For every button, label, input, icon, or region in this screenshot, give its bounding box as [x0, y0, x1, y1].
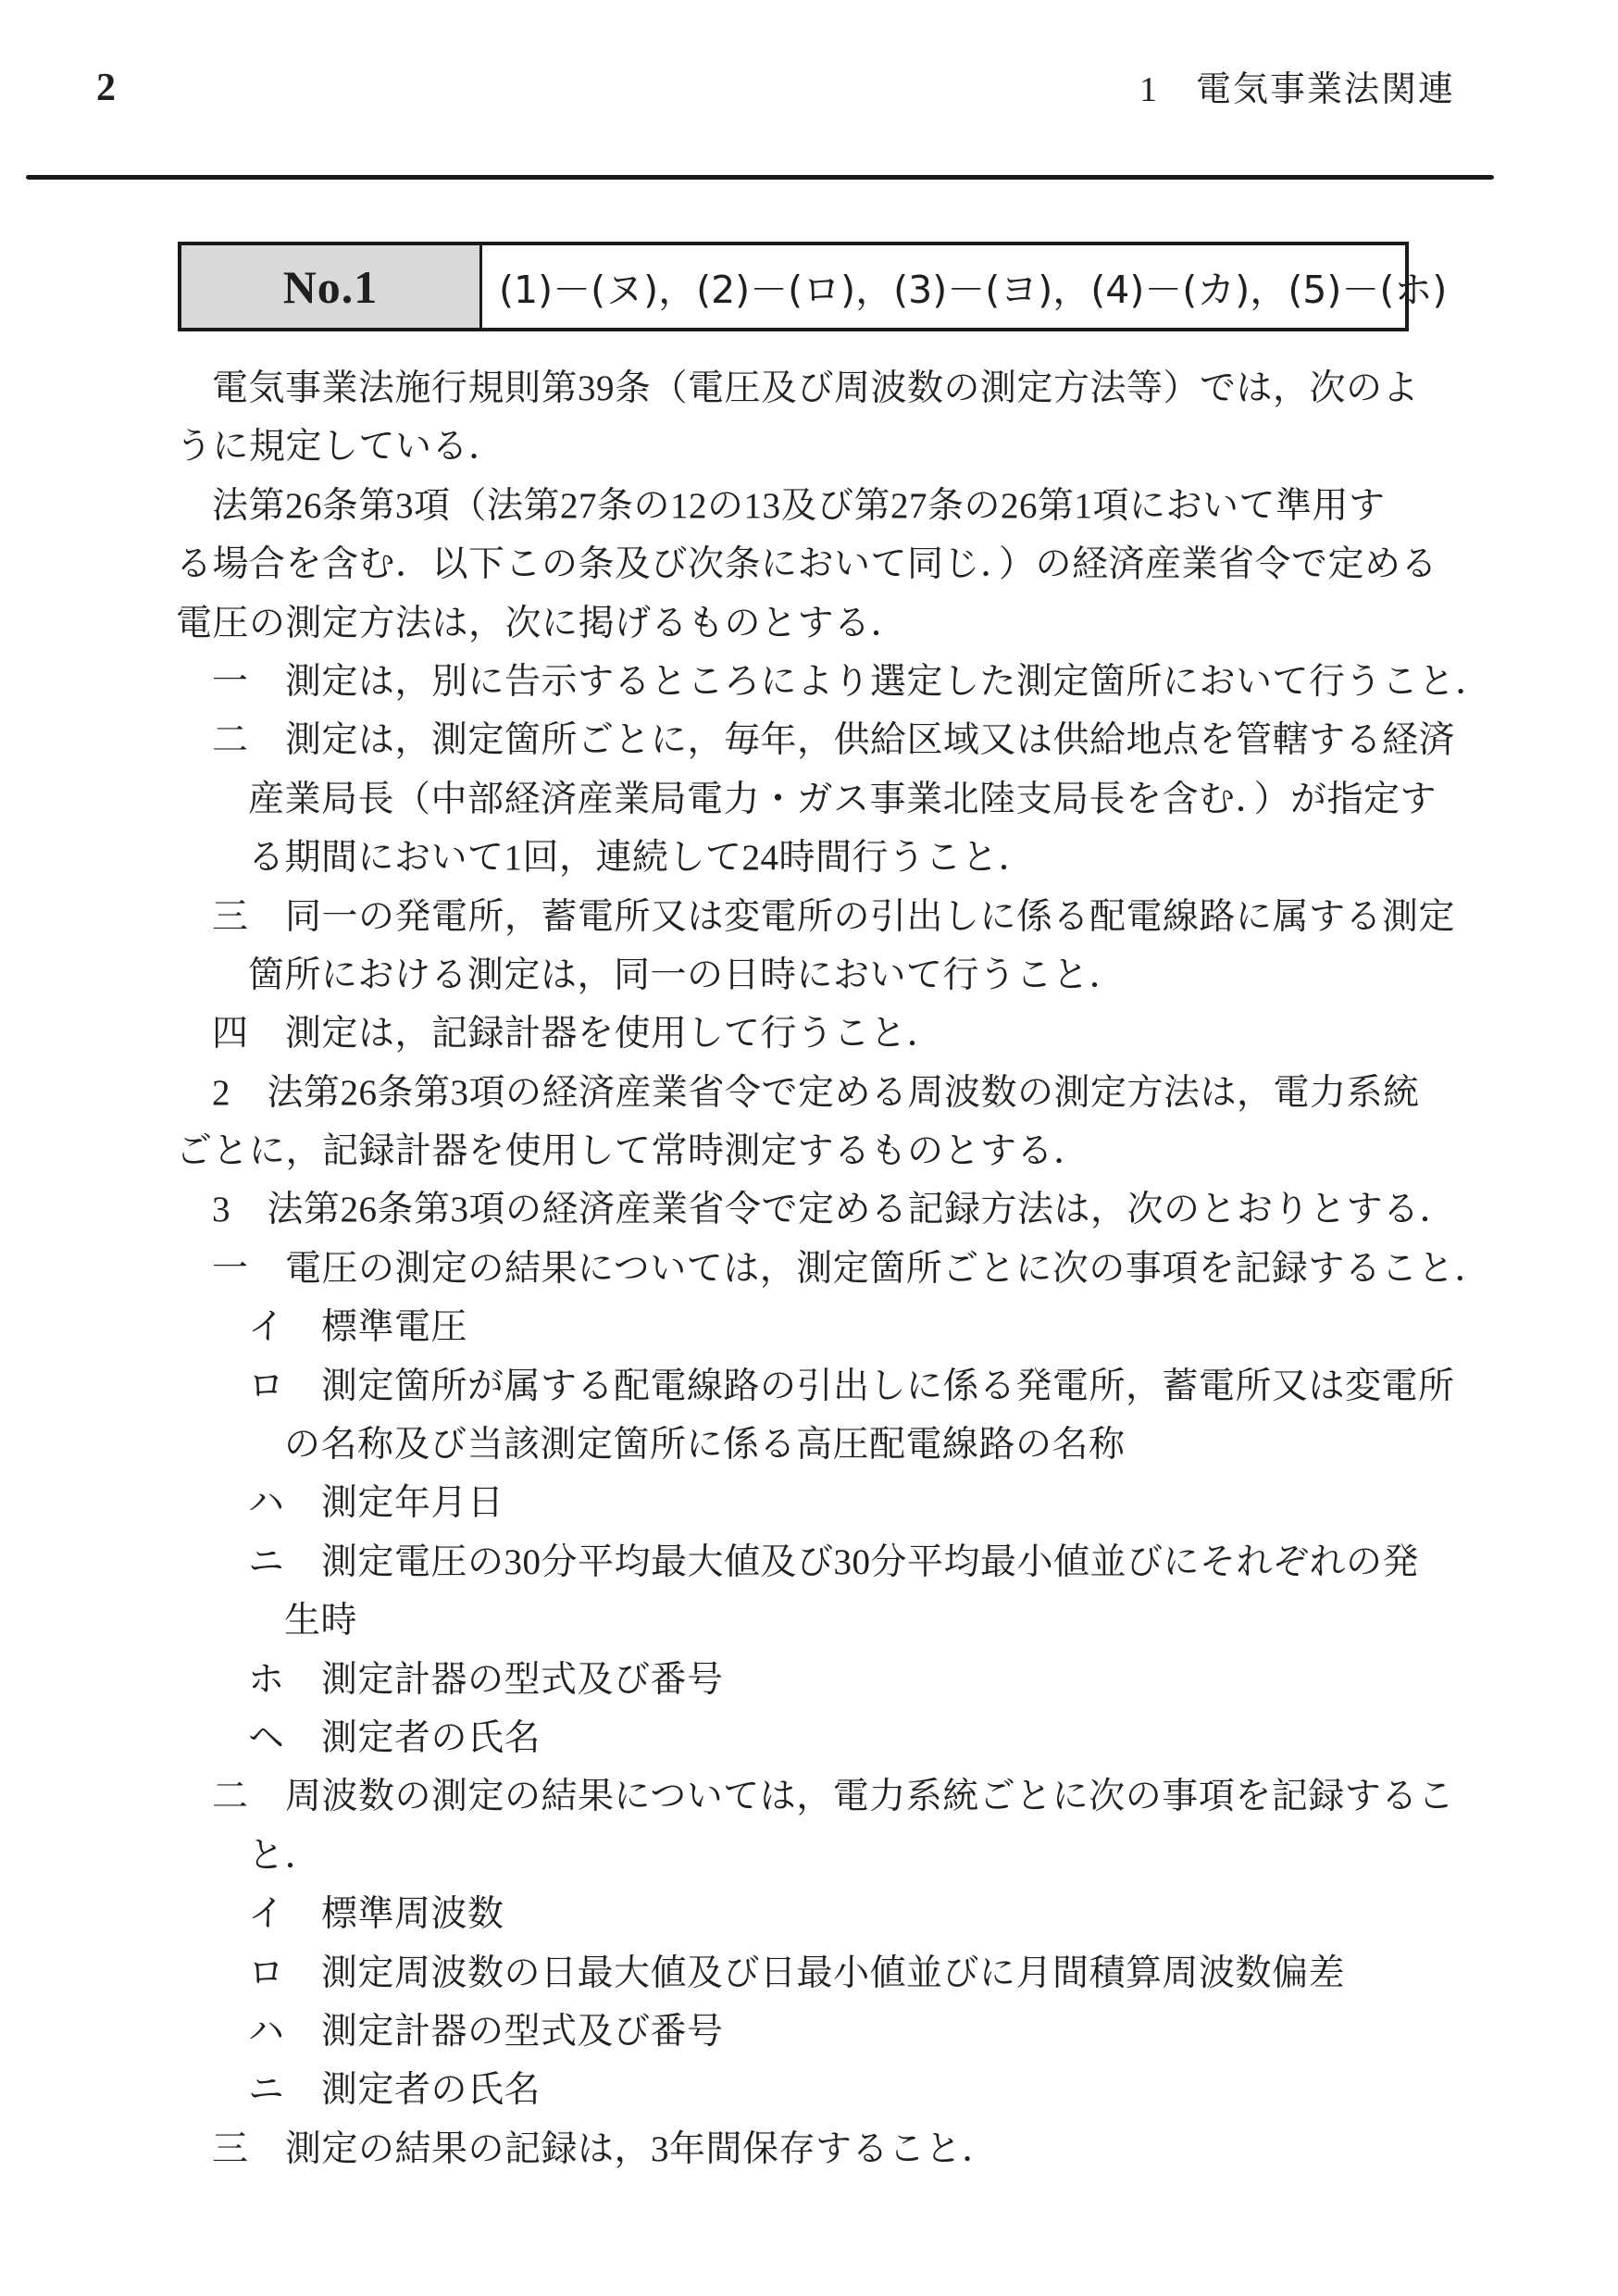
text-line: 四 測定は，記録計器を使用して行うこと．: [212, 1014, 944, 1054]
answer-pair: (3)－(ヨ)，: [893, 268, 1091, 312]
answer-box-label: No.1: [181, 245, 482, 328]
text-line: 二 周波数の測定の結果については，電力系統ごとに次の事項を記録するこ: [212, 1777, 1455, 1817]
text-line: ロ 測定周波数の日最大値及び日最小値並びに月間積算周波数偏差: [248, 1953, 1346, 1993]
text-line: うに規定している．: [176, 427, 505, 468]
answer-pair: (1)－(ヌ)，: [499, 268, 697, 312]
header-rule: [26, 175, 1494, 180]
text-line: の名称及び当該測定箇所に係る高圧配電線路の名称: [284, 1425, 1126, 1466]
text-line: 一 測定は，別に告示するところにより選定した測定箇所において行うこと．: [212, 661, 1492, 702]
answer-pair: (5)－(ホ): [1288, 268, 1448, 312]
text-line: ヘ 測定者の氏名: [248, 1717, 541, 1758]
text-line: ニ 測定電圧の30分平均最大値及び30分平均最小値並びにそれぞれの発: [248, 1541, 1420, 1582]
answer-box: [178, 242, 1448, 331]
text-line: と．: [248, 1835, 322, 1876]
text-line: 法第26条第3項（法第27条の12の13及び第27条の26第1項において準用す: [212, 485, 1386, 526]
text-line: イ 標準電圧: [248, 1307, 468, 1348]
text-line: 産業局長（中部経済産業局電力・ガス事業北陸支局長を含む．）が指定す: [248, 779, 1438, 819]
text-line: る期間において1回，連続して24時間行うこと．: [248, 838, 1036, 879]
body-text: [176, 359, 1492, 2178]
page-number: 2: [96, 67, 117, 109]
text-line: 3 法第26条第3項の経済産業省令で定める記録方法は，次のとおりとする．: [212, 1190, 1457, 1230]
text-line: 2 法第26条第3項の経済産業省令で定める周波数の測定方法は，電力系統: [212, 1072, 1420, 1113]
answer-pair: (2)－(ロ)，: [696, 268, 894, 312]
text-line: ホ 測定計器の型式及び番号: [248, 1659, 724, 1700]
text-line: 三 測定の結果の記録は，3年間保存すること．: [212, 2128, 999, 2169]
text-line: 電圧の測定方法は，次に掲げるものとする．: [176, 603, 908, 643]
chapter-header: 1 電気事業法関連: [1139, 70, 1455, 109]
text-line: ロ 測定箇所が属する配電線路の引出しに係る発電所，蓄電所又は変電所: [248, 1366, 1455, 1406]
text-line: ごとに，記録計器を使用して常時測定するものとする．: [176, 1131, 1090, 1172]
text-line: 電気事業法施行規則第39条（電圧及び周波数の測定方法等）では，次のよ: [212, 368, 1420, 408]
text-line: 生時: [284, 1601, 358, 1641]
text-line: 一 電圧の測定の結果については，測定箇所ごとに次の事項を記録すること．: [212, 1248, 1491, 1289]
answer-pair: (4)－(カ)，: [1090, 268, 1288, 312]
text-line: ニ 測定者の氏名: [248, 2070, 541, 2111]
text-line: ハ 測定年月日: [248, 1483, 504, 1524]
text-line: 三 同一の発電所，蓄電所又は変電所の引出しに係る配電線路に属する測定: [212, 896, 1456, 937]
text-line: る場合を含む．以下この条及び次条において同じ．）の経済産業省令で定める: [176, 544, 1438, 585]
text-line: ハ 測定計器の型式及び番号: [248, 2011, 724, 2052]
text-line: イ 標準周波数: [248, 1894, 504, 1935]
text-line: 二 測定は，測定箇所ごとに，毎年，供給区域又は供給地点を管轄する経済: [212, 720, 1456, 761]
text-line: 箇所における測定は，同一の日時において行うこと．: [248, 955, 1126, 995]
answer-values: [482, 245, 1463, 328]
